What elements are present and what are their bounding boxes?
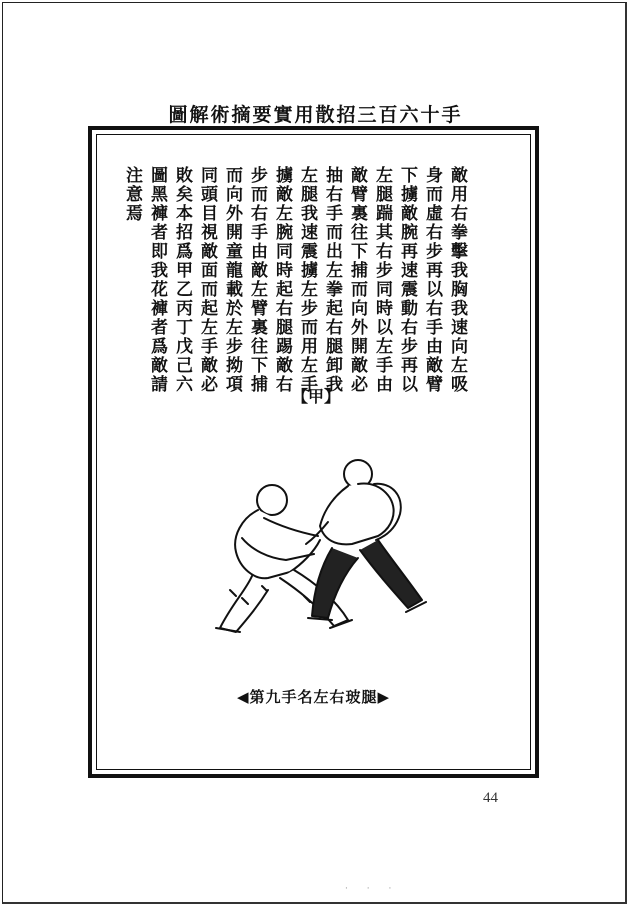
figure-label: 【甲】	[292, 387, 341, 406]
figure-caption: ◀第九手名左右玻腿▶	[236, 688, 391, 706]
text-column: 左腿我速震擄左步而用左手	[297, 166, 317, 394]
martial-arts-illustration	[202, 440, 432, 650]
page-number: 44	[483, 790, 498, 806]
text-column: 下擄敵腕再速震動右步再以	[397, 166, 417, 394]
text-column: 同頭目視敵面而起左手敵必	[197, 166, 217, 394]
text-column: 敗矣本招爲甲乙丙丁戊己六	[172, 166, 192, 394]
text-column: 步而右手由敵左臂裏往下捕	[247, 166, 267, 394]
text-column: 注意焉	[122, 166, 142, 223]
text-column: 敵用右拳擊我胸我速向左吸	[447, 166, 467, 394]
scan-mark: · · ·	[345, 884, 400, 894]
content-frame	[88, 126, 539, 778]
text-column: 擄敵左腕同時起右腿踢敵右	[272, 166, 292, 394]
page-header: 圖解術摘要實用散招三百六十手	[168, 104, 463, 126]
text-column: 圖黑褲者即我花褲者爲敵請	[147, 166, 167, 394]
text-column: 抽右手而出左拳起右腿卸我	[322, 166, 342, 394]
text-column: 而向外開童龍載於左步拗項	[222, 166, 242, 394]
text-column: 敵臂裏往下捕而向外開敵必	[347, 166, 367, 394]
text-column: 身而虛右步再以右手由敵臂	[422, 166, 442, 394]
text-column: 左腿踹其右步同時以左手由	[372, 166, 392, 394]
